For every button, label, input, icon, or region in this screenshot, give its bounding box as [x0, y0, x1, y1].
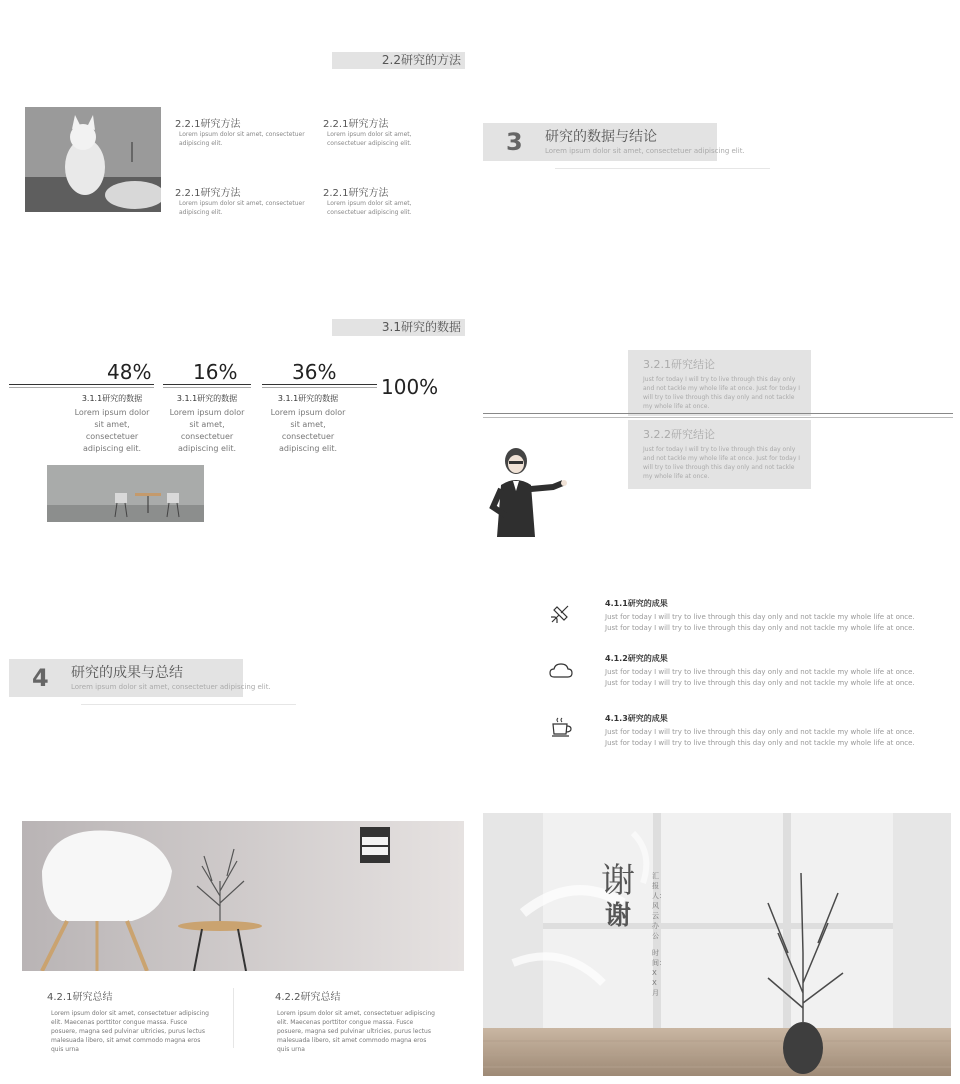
slide-research-data: [5, 280, 475, 545]
cat-illustration: [25, 107, 161, 212]
divider: [81, 704, 296, 705]
section-title: 研究的成果与总结: [71, 665, 183, 681]
conclusion-card: [628, 350, 811, 416]
room-background: [483, 813, 951, 1076]
time-label: 时间：XX月: [652, 949, 666, 997]
conclusion-title: 3.2.2研究结论: [643, 428, 715, 441]
method-body: Lorem ipsum dolor sit amet, consectetuer adipiscing elit.: [327, 200, 412, 216]
method-body: Lorem ipsum dolor sit amet, consectetuer adipiscing elit.: [179, 200, 305, 216]
summary-block: [47, 988, 212, 1054]
section-title: 研究的数据与结论: [545, 129, 657, 145]
method-body: Lorem ipsum dolor sit amet, consectetuer adipiscing elit.: [327, 131, 412, 147]
method-title: 2.2.1研究方法: [323, 119, 389, 130]
conclusion-title: 3.2.1研究结论: [643, 358, 715, 371]
summary-block: [275, 988, 440, 1054]
chair-illustration: [22, 821, 464, 971]
section-tag: 2.2研究的方法: [332, 52, 465, 69]
divider-line: [483, 413, 953, 418]
method-title: 2.2.1研究方法: [175, 119, 241, 130]
method-item: [323, 115, 448, 148]
summary-title: 4.2.2研究总结: [275, 992, 341, 1003]
summary-body: Lorem ipsum dolor sit amet, consectetuer adipiscing elit. Maecenas porttitor congue massa. Fusce posuere, magna sed pulvinar ultricies, purus lectus malesuada libero, sit amet commodo magna eros quis urna: [277, 1010, 435, 1053]
slide-research-summary: [5, 815, 475, 1080]
slide-section-3: [483, 12, 953, 277]
result-line: Just for today I will try to live through this day only and not tackle my whole life at once.: [605, 624, 915, 632]
result-line: Just for today I will try to live through this day only and not tackle my whole life at once.: [605, 668, 915, 676]
method-title: 2.2.1研究方法: [175, 188, 241, 199]
stat-percent: 36%: [292, 360, 337, 384]
result-line: Just for today I will try to live through this day only and not tackle my whole life at once.: [605, 739, 915, 747]
progress-line: [163, 384, 251, 388]
result-title: 4.1.1研究的成果: [605, 599, 668, 608]
slide-research-results: [483, 548, 953, 813]
method-item: [175, 184, 325, 217]
section-subtitle: Lorem ipsum dolor sit amet, consectetuer adipiscing elit.: [71, 683, 271, 691]
thanks-char-1: 谢: [601, 861, 635, 901]
summary-title: 4.2.1研究总结: [47, 992, 113, 1003]
result-item: [605, 653, 950, 688]
businesswoman-illustration: [483, 445, 568, 540]
result-item: [605, 598, 950, 633]
cloud-icon: [549, 663, 573, 679]
airplane-icon: [549, 603, 571, 625]
presenter-figure: [483, 445, 568, 540]
stat-body: Lorem ipsum dolor sit amet, consectetuer adipiscing elit.: [169, 408, 245, 453]
stat-percent: 48%: [107, 360, 152, 384]
cat-photo: [25, 107, 161, 212]
progress-line: [262, 384, 377, 388]
method-body: Lorem ipsum dolor sit amet, consectetuer adipiscing elit.: [179, 131, 305, 147]
divider: [555, 168, 770, 169]
result-title: 4.1.3研究的成果: [605, 714, 668, 723]
slide-thanks: [483, 813, 951, 1076]
dining-illustration: [47, 465, 204, 522]
stat-block: [167, 393, 247, 455]
stat-block: [268, 393, 348, 455]
method-item: [175, 115, 325, 148]
stat-body: Lorem ipsum dolor sit amet, consectetuer adipiscing elit.: [74, 408, 150, 453]
section-tag: 3.1研究的数据: [332, 319, 465, 336]
slide-research-conclusions: [483, 280, 953, 545]
vertical-divider: [233, 988, 234, 1048]
reporter-label: 汇报人：风云办公: [652, 872, 666, 940]
stat-total: 100%: [381, 375, 439, 399]
progress-line: [9, 384, 154, 388]
stat-block: [72, 393, 152, 455]
dining-room-photo: [47, 465, 204, 522]
result-line: Just for today I will try to live through this day only and not tackle my whole life at once.: [605, 613, 915, 621]
stat-title: 3.1.1研究的数据: [81, 394, 143, 403]
thanks-char-2: 谢: [605, 901, 632, 931]
slide-research-methods: [5, 12, 475, 277]
conclusion-body: Just for today I will try to live through this day only and not tackle my whole life at once. Just for today I will try to live through this day only and not tackle my whole life at once.: [643, 376, 801, 410]
method-item: [323, 184, 448, 217]
chair-photo: [22, 821, 464, 971]
stat-title: 3.1.1研究的数据: [176, 394, 238, 403]
coffee-cup-icon: [551, 716, 573, 738]
method-title: 2.2.1研究方法: [323, 188, 389, 199]
conclusion-body: Just for today I will try to live through this day only and not tackle my whole life at once. Just for today I will try to live through this day only and not tackle my whole life at once.: [643, 446, 801, 480]
result-line: Just for today I will try to live through this day only and not tackle my whole life at once.: [605, 728, 915, 736]
section-number: 4: [32, 664, 49, 692]
result-title: 4.1.2研究的成果: [605, 654, 668, 663]
summary-body: Lorem ipsum dolor sit amet, consectetuer adipiscing elit. Maecenas porttitor congue massa. Fusce posuere, magna sed pulvinar ultricies, purus lectus malesuada libero, sit amet commodo magna eros quis urna: [51, 1010, 209, 1053]
stat-percent: 16%: [193, 360, 238, 384]
conclusion-card: [628, 420, 811, 489]
result-line: Just for today I will try to live through this day only and not tackle my whole life at once.: [605, 679, 915, 687]
stat-body: Lorem ipsum dolor sit amet, consectetuer adipiscing elit.: [270, 408, 346, 453]
slide-section-4: [5, 548, 475, 813]
section-subtitle: Lorem ipsum dolor sit amet, consectetuer adipiscing elit.: [545, 147, 745, 155]
stat-title: 3.1.1研究的数据: [277, 394, 339, 403]
section-number: 3: [506, 128, 523, 156]
result-item: [605, 713, 950, 748]
